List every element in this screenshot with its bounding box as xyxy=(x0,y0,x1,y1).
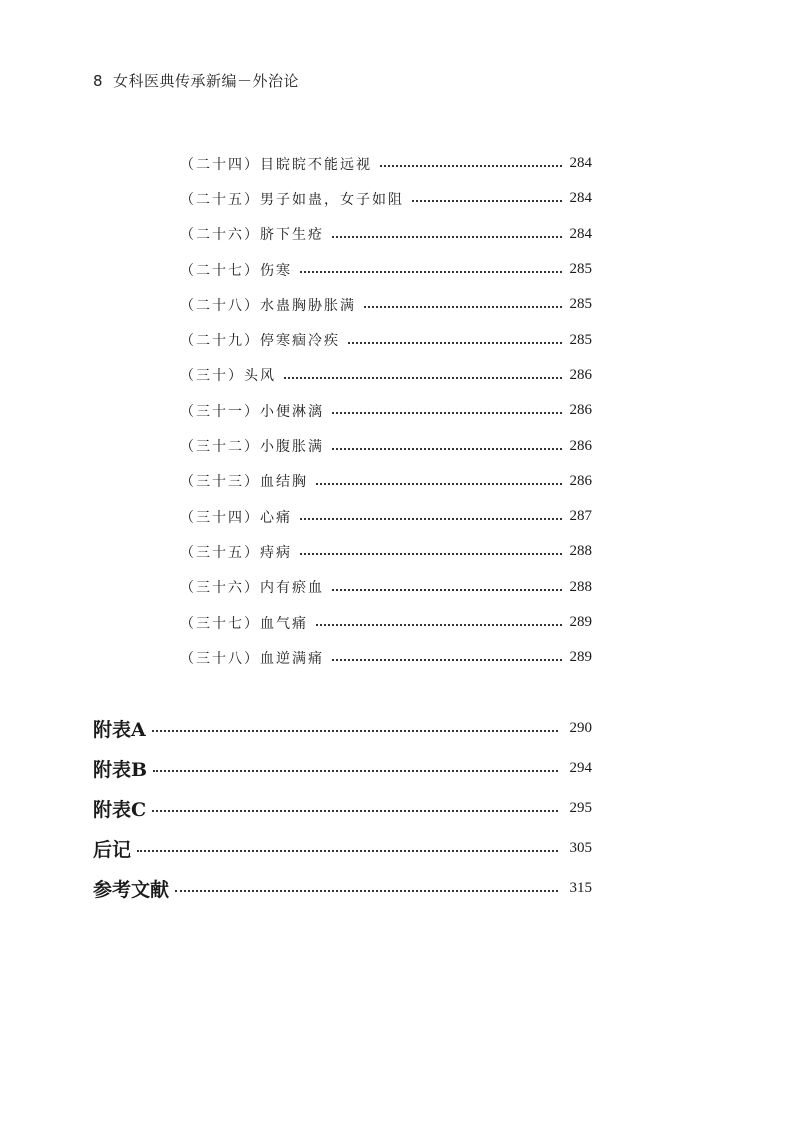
toc-entry-page: 295 xyxy=(569,799,592,816)
toc-entry-page: 289 xyxy=(569,614,592,630)
dot-leader xyxy=(300,552,562,555)
toc-entry-page: 288 xyxy=(569,543,592,560)
toc-subentry[interactable] xyxy=(180,499,592,534)
dot-leader xyxy=(284,376,562,379)
toc-entry-page: 284 xyxy=(569,190,592,207)
toc-entry-page: 284 xyxy=(569,155,592,172)
dot-leader xyxy=(332,447,562,450)
dot-leader xyxy=(380,164,562,167)
toc-main-entries xyxy=(93,708,592,908)
dot-leader xyxy=(300,270,562,273)
toc-subentry[interactable] xyxy=(180,640,592,675)
toc-entry-label: （三十七）血气痛 xyxy=(180,615,308,632)
running-header xyxy=(93,70,299,91)
toc-entry-label: （二十五）男子如蛊，女子如阻 xyxy=(180,191,404,208)
toc-subentry[interactable] xyxy=(180,393,592,428)
toc-entry-label: （三十）头风 xyxy=(180,368,276,385)
toc-entry-label: （二十八）水蛊胸胁胀满 xyxy=(180,297,356,314)
toc-entry-label: 附表B xyxy=(93,758,148,781)
toc-entry-label: （二十七）伤寒 xyxy=(180,262,292,279)
toc-main-entry[interactable] xyxy=(93,828,592,868)
toc-entry-label: 参考文献 xyxy=(93,878,170,901)
toc-entry-label: （三十二）小腹胀满 xyxy=(180,439,324,456)
toc-entry-page: 289 xyxy=(569,649,592,666)
dot-leader xyxy=(332,658,562,661)
toc-entry-page: 288 xyxy=(569,578,592,595)
header-page-number: 8 xyxy=(93,72,104,90)
toc-entry-label: （三十四）心痛 xyxy=(180,509,292,526)
toc-entry-label: （三十六）内有瘀血 xyxy=(180,580,324,597)
toc-subentry[interactable] xyxy=(180,534,592,569)
dot-leader xyxy=(348,341,562,344)
toc-entry-page: 284 xyxy=(569,225,592,242)
toc-entry-page: 294 xyxy=(569,759,592,776)
toc-entry-label: （三十八）血逆满痛 xyxy=(180,650,324,667)
toc-main-entry[interactable] xyxy=(93,788,592,828)
toc-entry-page: 315 xyxy=(569,879,592,896)
dot-leader xyxy=(137,849,558,852)
toc-subentry[interactable] xyxy=(180,605,592,640)
toc-entry-page: 305 xyxy=(569,839,592,856)
toc-subentry[interactable] xyxy=(180,464,592,499)
toc-entry-label: （三十五）痔病 xyxy=(180,544,292,561)
toc-subentry[interactable] xyxy=(180,217,592,252)
toc-entry-label: 后记 xyxy=(93,838,132,861)
toc-main-entry[interactable] xyxy=(93,868,592,908)
toc-entry-page: 285 xyxy=(569,331,592,348)
toc-subentry[interactable] xyxy=(180,181,592,216)
dot-leader xyxy=(332,411,562,414)
toc-entry-page: 285 xyxy=(569,261,592,278)
dot-leader xyxy=(364,305,562,308)
dot-leader xyxy=(316,482,562,485)
toc-subentry[interactable] xyxy=(180,322,592,357)
toc-entry-label: （二十四）目睆睆不能远视 xyxy=(180,156,372,173)
dot-leader xyxy=(316,623,562,626)
dot-leader xyxy=(152,729,558,732)
toc-entry-label: （二十九）停寒痼冷疾 xyxy=(180,333,340,350)
dot-leader xyxy=(412,199,562,202)
toc-subentry[interactable] xyxy=(180,428,592,463)
toc-entry-page: 290 xyxy=(569,719,592,736)
toc-entry-label: （二十六）脐下生疮 xyxy=(180,227,324,244)
dot-leader xyxy=(300,517,562,520)
toc-main-entry[interactable] xyxy=(93,748,592,788)
toc-entry-page: 285 xyxy=(569,296,592,313)
toc-subentry[interactable] xyxy=(180,570,592,605)
toc-entry-page: 286 xyxy=(569,402,592,419)
dot-leader xyxy=(153,769,558,772)
toc-entry-page: 286 xyxy=(569,472,592,489)
toc-entry-page: 286 xyxy=(569,366,592,383)
toc-entry-page: 286 xyxy=(569,437,592,454)
dot-leader xyxy=(152,809,558,812)
toc-subentry[interactable] xyxy=(180,146,592,181)
dot-leader xyxy=(332,235,562,238)
toc-main-entry[interactable] xyxy=(93,708,592,748)
toc-entry-label: 附表A xyxy=(93,718,146,741)
toc-entry-page: 287 xyxy=(569,508,592,525)
toc-subentries xyxy=(180,146,592,675)
toc-subentry[interactable] xyxy=(180,252,592,287)
toc-entry-label: （三十一）小便淋漓 xyxy=(180,403,324,420)
toc-subentry[interactable] xyxy=(180,358,592,393)
toc-subentry[interactable] xyxy=(180,287,592,322)
toc-entry-label: 附表C xyxy=(93,798,147,821)
dot-leader xyxy=(332,588,562,591)
toc-entry-label: （三十三）血结胸 xyxy=(180,474,308,491)
header-book-title: 女科医典传承新编－外治论 xyxy=(113,72,300,90)
dot-leader xyxy=(175,889,558,892)
